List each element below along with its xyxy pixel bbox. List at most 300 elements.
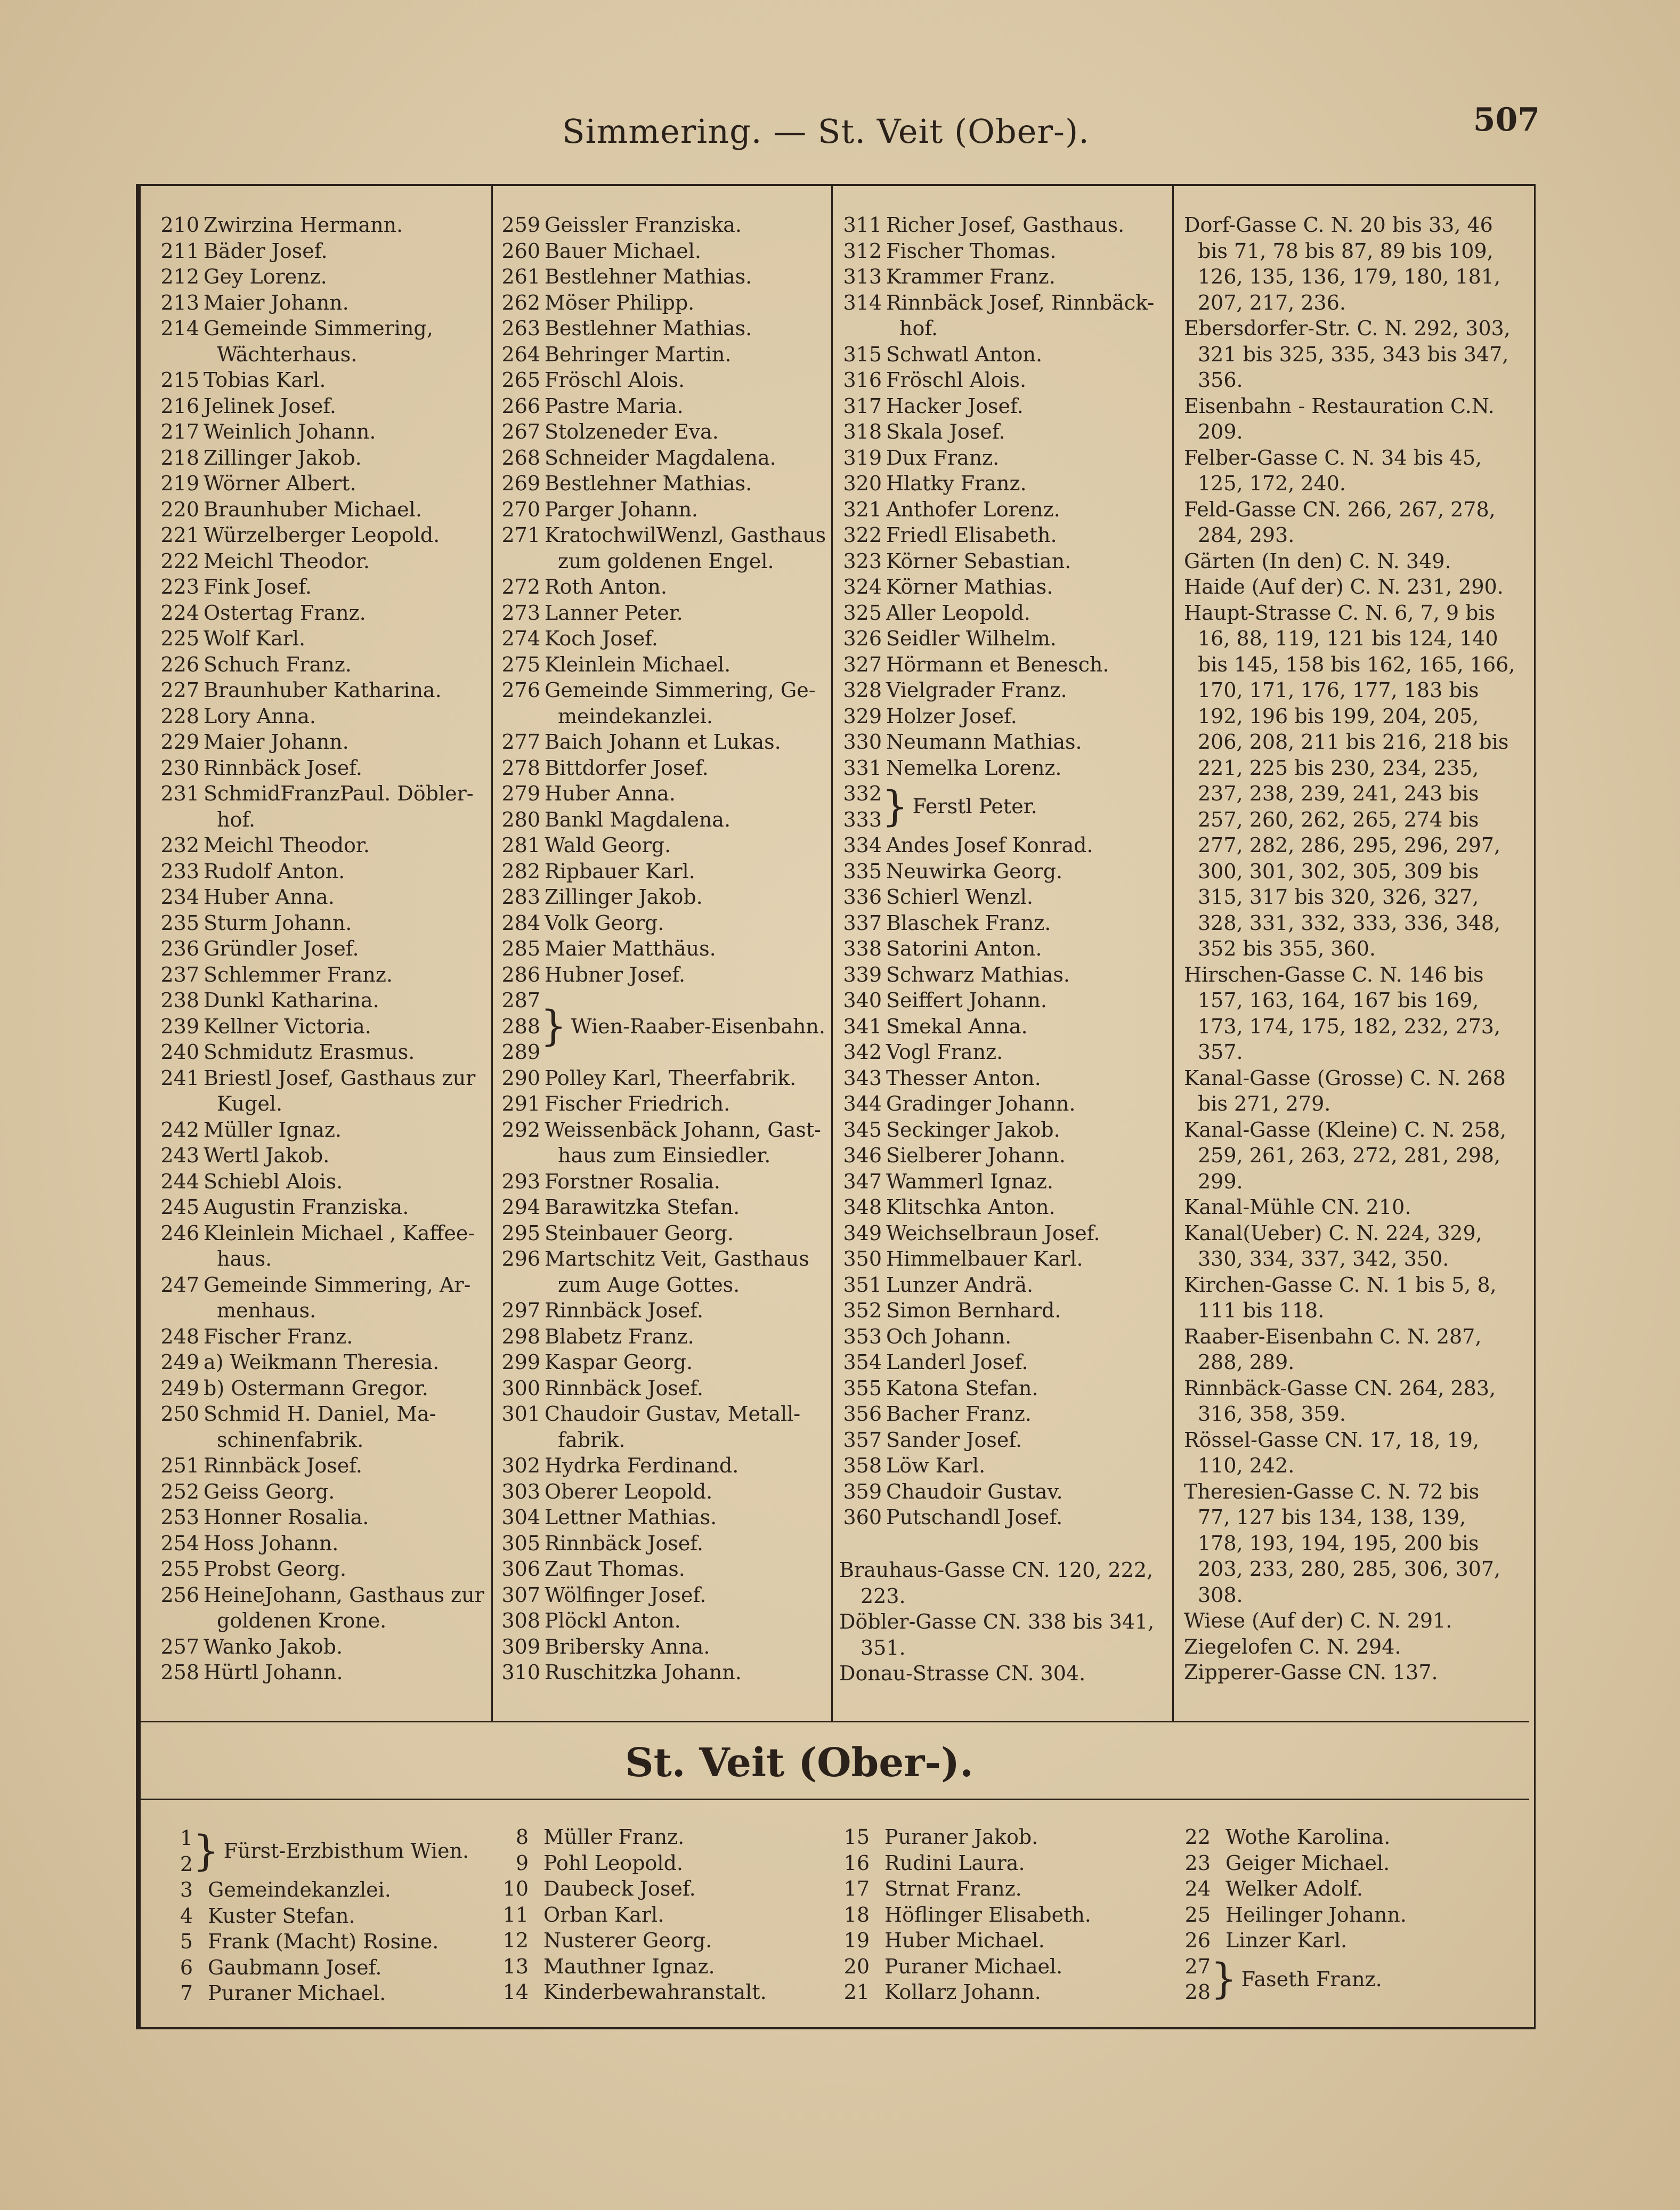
- list-item: [491, 626, 831, 652]
- list-item-text: Gey Lorenz.: [204, 265, 327, 288]
- list-item: [833, 987, 1172, 1014]
- house-number: 317: [843, 394, 882, 418]
- list-item-text: Gemeinde Simmering,: [204, 317, 433, 340]
- house-number: 331: [843, 756, 882, 780]
- stveit-column-2: [490, 1824, 826, 2005]
- street-entry: Haupt-Strasse C. N. 6, 7, 9 bis 16, 88, 119, 121 bis 124, 140 bis 145, 158 bis 162, 165, 166, 170, 171, 176, 177, 183 bis 192, 196 bis 199, 204, 205, 206, 208, 211 bis 216, 218 bis 221, 225 bis 230, 234, 235, 237, 238, 239, 241, 243 bis 257, 260, 262, 265, 274 bis 277, 282, 286, 295, 296, 297, 300, 301, 302, 305, 309 bis 315, 317 bis 320, 326, 327, 328, 331, 332, 333, 336, 348, 352 bis 355, 360.: [1184, 601, 1515, 960]
- brace-symbol: }: [540, 1002, 567, 1050]
- list-item-text: Briestl Josef, Gasthaus zur: [204, 1066, 476, 1090]
- house-number: 265: [501, 368, 540, 392]
- list-item-text: Kinderbewahranstalt.: [543, 1980, 767, 2004]
- list-item-text: Hoss Johann.: [204, 1531, 339, 1555]
- list-item-text: Och Johann.: [886, 1324, 1012, 1348]
- house-number: 3: [180, 1878, 193, 1901]
- house-number: 319: [843, 446, 882, 469]
- list-item-text: Bestlehner Mathias.: [545, 265, 752, 288]
- house-number: 359: [843, 1479, 882, 1503]
- list-item-text: Bacher Franz.: [886, 1402, 1032, 1426]
- house-number: 328: [843, 678, 882, 702]
- street-entry: Donau-Strasse CN. 304.: [839, 1662, 1086, 1685]
- list-item-text: Skala Josef.: [886, 420, 1005, 443]
- house-number: 351: [843, 1273, 882, 1297]
- house-number: 277: [501, 730, 540, 754]
- street-entry: Ebersdorfer-Str. C. N. 292, 303, 321 bis 325, 335, 343 bis 347, 356.: [1184, 317, 1511, 392]
- list-item: [833, 1324, 1172, 1350]
- street-entry: Kanal-Gasse (Grosse) C. N. 268 bis 271, 279.: [1184, 1066, 1506, 1115]
- house-number: 345: [843, 1118, 882, 1142]
- list-item-text: Hlatky Franz.: [886, 472, 1027, 495]
- list-item-text: Schiebl Alois.: [204, 1169, 343, 1193]
- list-item-text: Daubeck Josef.: [543, 1877, 696, 1900]
- brace-symbol: }: [193, 1827, 220, 1875]
- list-item-text: Bestlehner Mathias.: [545, 317, 752, 340]
- street-entry: Wiese (Auf der) C. N. 291.: [1184, 1609, 1452, 1632]
- list-item: [150, 1479, 491, 1505]
- house-number: 297: [501, 1299, 540, 1322]
- list-item-text: Dux Franz.: [886, 446, 1000, 469]
- house-number: 235: [160, 911, 199, 935]
- list-item: [831, 1928, 1172, 1954]
- list-item-text: Bäder Josef.: [204, 239, 328, 263]
- list-item: [833, 1143, 1172, 1169]
- list-item-text: Ruschitzka Johann.: [545, 1661, 742, 1684]
- list-item-text: Fröschl Alois.: [545, 368, 685, 392]
- list-item: [490, 1954, 826, 1980]
- list-item-text: Wien-Raaber-Eisenbahn.: [571, 1014, 825, 1038]
- list-item: [831, 1876, 1172, 1902]
- list-item: [833, 1039, 1172, 1065]
- house-number: 306: [501, 1557, 540, 1581]
- list-item-text: KratochwilWenzl, Gasthaus: [545, 523, 826, 547]
- house-number: 240: [160, 1040, 199, 1064]
- list-item-text: Steinbauer Georg.: [545, 1221, 734, 1245]
- list-item: [833, 471, 1172, 497]
- stveit-column-4: [1172, 1824, 1519, 2005]
- house-number: 12: [502, 1929, 529, 1952]
- house-number: 2: [180, 1852, 193, 1876]
- list-item: [150, 832, 491, 859]
- house-number: 300: [501, 1376, 540, 1400]
- brace-entry-287-289: [491, 987, 831, 1065]
- house-number: 25: [1184, 1903, 1211, 1926]
- house-number: 23: [1184, 1851, 1211, 1875]
- list-item: [150, 1659, 491, 1686]
- list-item: [833, 626, 1172, 652]
- list-item: [491, 212, 831, 238]
- list-item-text: Meichl Theodor.: [204, 833, 370, 857]
- list-item: [491, 1608, 831, 1634]
- house-number: 279: [501, 782, 540, 805]
- list-item: [150, 962, 491, 988]
- list-item: [490, 1928, 826, 1954]
- list-item-text: Rinnbäck Josef.: [545, 1531, 703, 1555]
- house-number: 338: [843, 937, 882, 960]
- list-item-text: Anthofer Lorenz.: [886, 497, 1060, 521]
- house-number: 19: [843, 1929, 870, 1952]
- list-item: [150, 1504, 491, 1531]
- list-item-text: Friedl Elisabeth.: [886, 523, 1057, 547]
- list-item-text: Gemeinde Simmering, Ar-: [204, 1273, 471, 1297]
- list-item: [150, 522, 491, 548]
- list-item-text: Seidler Wilhelm.: [886, 627, 1057, 650]
- section-divider: [141, 1799, 1529, 1800]
- list-item: [833, 290, 1172, 342]
- list-item: [490, 1824, 826, 1850]
- house-number: 24: [1184, 1877, 1211, 1900]
- list-item: [1172, 1902, 1519, 1928]
- list-item: [833, 445, 1172, 471]
- street-entry: Felber-Gasse C. N. 34 bis 45, 125, 172, 240.: [1184, 446, 1482, 495]
- list-item: [833, 522, 1172, 548]
- house-number: 315: [843, 342, 882, 366]
- list-item-text: Hacker Josef.: [886, 394, 1024, 418]
- house-number: 224: [160, 601, 199, 625]
- house-number: 267: [501, 420, 540, 443]
- house-number: 350: [843, 1247, 882, 1270]
- list-item: [831, 1850, 1172, 1876]
- house-number: 15: [843, 1825, 870, 1849]
- street-entry: Ziegelofen C. N. 294.: [1184, 1634, 1401, 1658]
- list-item-text: Orban Karl.: [543, 1903, 664, 1926]
- list-item-text: Katona Stefan.: [886, 1376, 1038, 1400]
- list-item-text: hof.: [899, 317, 938, 340]
- house-number: 217: [160, 420, 199, 443]
- list-item: [833, 367, 1172, 393]
- list-item: [833, 1453, 1172, 1479]
- list-item-text: Schmid H. Daniel, Ma-: [204, 1402, 436, 1426]
- house-number: 245: [160, 1195, 199, 1219]
- list-item-text: Wammerl Ignaz.: [886, 1169, 1053, 1193]
- list-item-text: Ripbauer Karl.: [545, 859, 695, 883]
- list-item: [833, 677, 1172, 703]
- simmering-column-2: [491, 212, 831, 1686]
- house-number: 228: [160, 704, 199, 728]
- house-number: 336: [843, 885, 882, 909]
- house-number: 285: [501, 937, 540, 960]
- list-item: [150, 729, 491, 755]
- list-item: [491, 884, 831, 910]
- list-item-text: Geiss Georg.: [204, 1479, 335, 1503]
- list-item-text: Rinnbäck Josef.: [545, 1299, 703, 1322]
- list-item: [833, 884, 1172, 910]
- house-number: 272: [501, 575, 540, 598]
- list-item-text: Nemelka Lorenz.: [886, 756, 1062, 780]
- list-item: [491, 729, 831, 755]
- house-number: 294: [501, 1195, 540, 1219]
- list-item: [491, 781, 831, 807]
- list-item-text: Lanner Peter.: [545, 601, 683, 625]
- list-item-text: haus zum Einsiedler.: [558, 1144, 771, 1167]
- house-number: 355: [843, 1376, 882, 1400]
- list-item-text: haus.: [217, 1247, 272, 1270]
- house-number: 333: [843, 807, 882, 831]
- list-item-text: Tobias Karl.: [204, 368, 326, 392]
- list-item-text: Fürst-Erzbisthum Wien.: [223, 1839, 469, 1863]
- house-number: 251: [160, 1454, 199, 1477]
- list-item-text: Sielberer Johann.: [886, 1144, 1066, 1167]
- street-entry: Rinnbäck-Gasse CN. 264, 283, 316, 358, 359.: [1184, 1376, 1496, 1426]
- brace-entry-1-2: [155, 1825, 474, 1877]
- house-number: 249: [160, 1376, 199, 1400]
- list-item-text: Wertl Jakob.: [204, 1144, 330, 1167]
- list-item: [150, 497, 491, 523]
- list-item: [833, 703, 1172, 730]
- list-item-text: Schuch Franz.: [204, 652, 352, 676]
- list-item: [833, 342, 1172, 368]
- list-item: [491, 1375, 831, 1402]
- street-entry: Kanal(Ueber) C. N. 224, 329, 330, 334, 337, 342, 350.: [1184, 1221, 1482, 1270]
- brace-symbol: }: [1211, 1955, 1237, 2003]
- list-item: [150, 1220, 491, 1272]
- house-number: 287: [501, 989, 540, 1012]
- list-item: [491, 807, 831, 833]
- list-item: [491, 367, 831, 393]
- house-number: 303: [501, 1479, 540, 1503]
- list-item: [150, 987, 491, 1014]
- house-number: 225: [160, 627, 199, 650]
- list-item-text: Rinnbäck Josef.: [204, 1454, 362, 1477]
- house-number: 219: [160, 472, 199, 495]
- list-item: [491, 471, 831, 497]
- list-item: [155, 1929, 474, 1955]
- street-entry: Raaber-Eisenbahn C. N. 287, 288, 289.: [1184, 1324, 1482, 1374]
- list-item-text: Braunhuber Michael.: [204, 497, 422, 521]
- list-item-text: Gemeindekanzlei.: [208, 1878, 391, 1901]
- list-item-text: Richer Josef, Gasthaus.: [886, 213, 1125, 237]
- list-item: [491, 574, 831, 600]
- list-item-text: Müller Franz.: [543, 1825, 685, 1849]
- list-item-text: Würzelberger Leopold.: [204, 523, 440, 547]
- list-item-text: Welker Adolf.: [1225, 1877, 1363, 1900]
- list-item-text: Weissenbäck Johann, Gast-: [545, 1118, 821, 1142]
- list-item: [833, 600, 1172, 626]
- house-number: 218: [160, 446, 199, 469]
- list-item-text: Sturm Johann.: [204, 911, 352, 935]
- list-item: [831, 1954, 1172, 1980]
- list-item-text: Volk Georg.: [545, 911, 664, 935]
- list-item: [155, 1955, 474, 1981]
- list-item-text: Sander Josef.: [886, 1428, 1022, 1452]
- list-item: [150, 1194, 491, 1220]
- list-item: [833, 1220, 1172, 1246]
- street-entry: Kanal-Mühle CN. 210.: [1184, 1195, 1411, 1219]
- stveit-column-3: [831, 1824, 1172, 2005]
- house-number: 26: [1184, 1929, 1211, 1952]
- list-item: [150, 781, 491, 832]
- brace-entry-332-333: [833, 781, 1172, 832]
- house-number: 304: [501, 1505, 540, 1529]
- house-number: 357: [843, 1428, 882, 1452]
- house-number: 274: [501, 627, 540, 650]
- house-number: 243: [160, 1144, 199, 1167]
- list-item: [833, 1194, 1172, 1220]
- house-number: 318: [843, 420, 882, 443]
- list-item-text: Rinnbäck Josef, Rinnbäck-: [886, 290, 1155, 314]
- house-number: 311: [843, 213, 882, 237]
- house-number: 256: [160, 1583, 199, 1607]
- house-number: 14: [502, 1980, 529, 2004]
- list-item-text: Lunzer Andrä.: [886, 1273, 1034, 1297]
- house-number: 11: [502, 1903, 529, 1926]
- list-item: [150, 574, 491, 600]
- list-item: [150, 1324, 491, 1350]
- list-item: [831, 1979, 1172, 2005]
- list-item-text: Meichl Theodor.: [204, 549, 370, 573]
- list-item-text: Wächterhaus.: [217, 342, 358, 366]
- list-item-text: Fischer Friedrich.: [545, 1092, 731, 1115]
- list-item-text: Neumann Mathias.: [886, 730, 1082, 754]
- list-item-text: Zwirzina Hermann.: [204, 213, 403, 237]
- list-item-text: Putschandl Josef.: [886, 1505, 1063, 1529]
- list-item-text: Plöckl Anton.: [545, 1609, 681, 1632]
- list-item: [833, 1014, 1172, 1040]
- list-item-text: Puraner Michael.: [884, 1954, 1063, 1978]
- list-item-text: Dunkl Katharina.: [204, 989, 379, 1012]
- house-number: 330: [843, 730, 882, 754]
- list-item: [150, 315, 491, 367]
- list-item: [833, 755, 1172, 781]
- list-item-text: Schlemmer Franz.: [204, 962, 393, 986]
- list-item-text: Landerl Josef.: [886, 1350, 1028, 1374]
- list-item: [491, 1065, 831, 1091]
- list-item: [150, 1169, 491, 1195]
- list-item-text: Gradinger Johann.: [886, 1092, 1076, 1115]
- list-item-text: Kaspar Georg.: [545, 1350, 693, 1374]
- list-item: [491, 1556, 831, 1582]
- list-item: [150, 600, 491, 626]
- list-item: [833, 238, 1172, 264]
- house-number: 7: [180, 1981, 193, 2005]
- list-item-text: Geissler Franziska.: [545, 213, 742, 237]
- list-item-text: Gemeinde Simmering, Ge-: [545, 678, 816, 702]
- list-item-text: Zillinger Jakob.: [545, 885, 703, 909]
- house-number: 342: [843, 1040, 882, 1064]
- list-item: [833, 1375, 1172, 1402]
- house-number: 246: [160, 1221, 199, 1245]
- list-item: [491, 1634, 831, 1660]
- house-number: 276: [501, 678, 540, 702]
- list-item-text: Baich Johann et Lukas.: [545, 730, 781, 754]
- house-number: 252: [160, 1479, 199, 1503]
- list-item: [833, 859, 1172, 885]
- house-number: 227: [160, 678, 199, 702]
- house-number: 212: [160, 265, 199, 288]
- list-item: [490, 1979, 826, 2005]
- list-item-text: Barawitzka Stefan.: [545, 1195, 740, 1219]
- list-item: [833, 1246, 1172, 1272]
- house-number: 213: [160, 290, 199, 314]
- list-item-text: Maier Johann.: [204, 730, 349, 754]
- list-item: [833, 1427, 1172, 1453]
- list-item: [833, 1479, 1172, 1505]
- list-item: [150, 677, 491, 703]
- house-number: 312: [843, 239, 882, 263]
- house-number: 344: [843, 1092, 882, 1115]
- house-number: 291: [501, 1092, 540, 1115]
- house-number: 264: [501, 342, 540, 366]
- house-number: 358: [843, 1454, 882, 1477]
- list-item-text: SchmidFranzPaul. Döbler-: [204, 782, 474, 805]
- list-item-text: Chaudoir Gustav, Metall-: [545, 1402, 801, 1426]
- list-item: [491, 1659, 831, 1686]
- list-item-text: Kleinlein Michael , Kaffee-: [204, 1221, 475, 1245]
- list-item-text: Ostertag Franz.: [204, 601, 366, 625]
- house-number: 220: [160, 497, 199, 521]
- list-item: [490, 1876, 826, 1902]
- list-item-text: goldenen Krone.: [217, 1609, 387, 1632]
- list-item: [833, 910, 1172, 936]
- house-number: 316: [843, 368, 882, 392]
- house-number: 13: [502, 1954, 529, 1978]
- house-number: 301: [501, 1402, 540, 1426]
- list-item: [1172, 1928, 1519, 1954]
- section-divider: [141, 1721, 1529, 1722]
- list-item-text: Simon Bernhard.: [886, 1299, 1061, 1322]
- house-number: 229: [160, 730, 199, 754]
- list-item: [833, 729, 1172, 755]
- street-entry: Kirchen-Gasse C. N. 1 bis 5, 8, 111 bis 118.: [1184, 1273, 1497, 1322]
- list-item: [491, 1169, 831, 1195]
- house-number: 16: [843, 1851, 870, 1875]
- list-item-text: Kollarz Johann.: [884, 1980, 1041, 2004]
- house-number: 268: [501, 446, 540, 469]
- house-number: 216: [160, 394, 199, 418]
- list-item-text: Fröschl Alois.: [886, 368, 1027, 392]
- house-number: 334: [843, 833, 882, 857]
- house-number: 263: [501, 317, 540, 340]
- list-item-text: Hörmann et Benesch.: [886, 652, 1109, 676]
- list-item-text: Geiger Michael.: [1225, 1851, 1390, 1875]
- house-number: 271: [501, 523, 540, 547]
- list-item: [155, 1877, 474, 1903]
- list-item-text: Schwatl Anton.: [886, 342, 1043, 366]
- list-item: [833, 497, 1172, 523]
- list-item: [491, 755, 831, 781]
- list-item: [150, 1582, 491, 1634]
- house-number: 242: [160, 1118, 199, 1142]
- house-number: 230: [160, 756, 199, 780]
- list-item: [833, 832, 1172, 859]
- street-entry: Eisenbahn - Restauration C.N. 209.: [1184, 394, 1495, 443]
- house-number: 352: [843, 1299, 882, 1322]
- list-item: [150, 445, 491, 471]
- list-item: [491, 832, 831, 859]
- list-item-text: zum Auge Gottes.: [558, 1273, 740, 1297]
- list-item: [491, 522, 831, 574]
- house-number: 18: [843, 1903, 870, 1926]
- list-item: [491, 859, 831, 885]
- house-number: 254: [160, 1531, 199, 1555]
- house-number: 27: [1184, 1954, 1211, 1978]
- list-item-text: Rinnbäck Josef.: [545, 1376, 703, 1400]
- list-item: [150, 1453, 491, 1479]
- house-number: 214: [160, 317, 199, 340]
- house-number: 222: [160, 549, 199, 573]
- list-item-text: Huber Michael.: [884, 1929, 1045, 1952]
- list-item-text: hof.: [217, 807, 256, 831]
- list-item-text: Bauer Michael.: [545, 239, 701, 263]
- list-item-text: Ferstl Peter.: [912, 795, 1037, 819]
- list-item: [150, 1375, 491, 1402]
- house-number: 340: [843, 989, 882, 1012]
- list-item: [491, 1531, 831, 1557]
- list-item: [150, 238, 491, 264]
- list-item-text: Wothe Karolina.: [1225, 1825, 1391, 1849]
- list-item-text: Hydrka Ferdinand.: [545, 1454, 739, 1477]
- list-item-text: Nusterer Georg.: [543, 1929, 712, 1952]
- list-item-text: Blaschek Franz.: [886, 911, 1051, 935]
- list-item-text: schinenfabrik.: [217, 1428, 364, 1452]
